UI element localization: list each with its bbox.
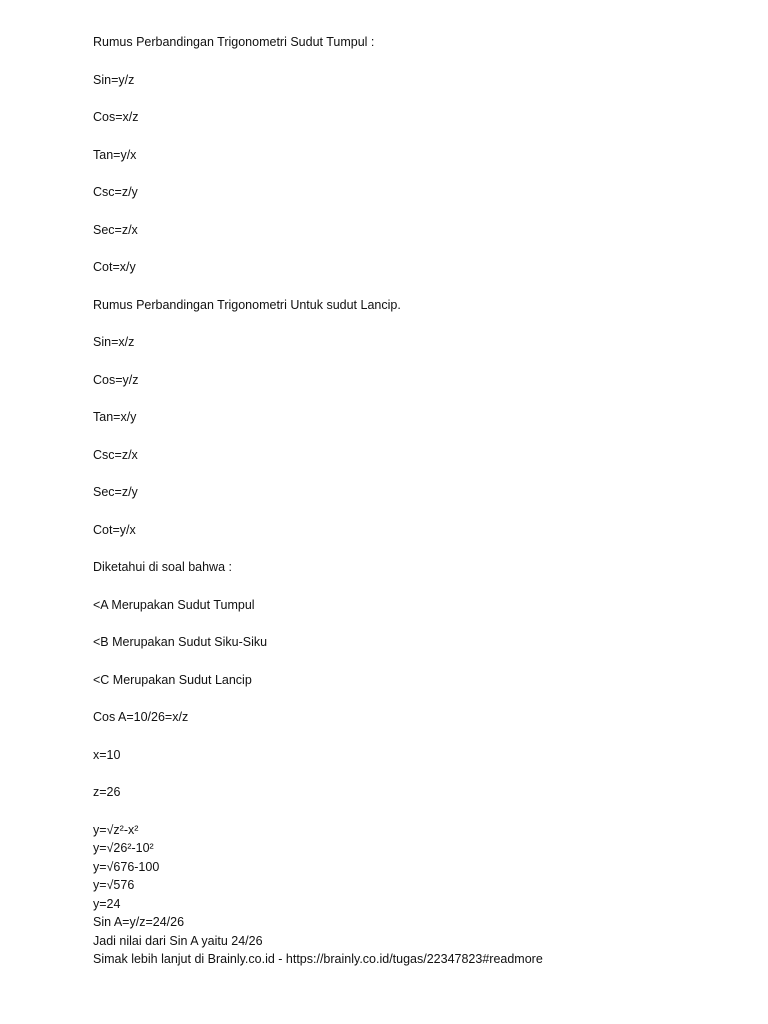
formula-line: Csc=z/y	[93, 185, 138, 199]
calculation-line: x=10	[93, 747, 121, 762]
formula-line: Cos=x/z	[93, 110, 139, 124]
given-line: <A Merupakan Sudut Tumpul	[93, 597, 255, 612]
formula-line: Sec=z/x	[93, 222, 138, 237]
formula-line: Cos=y/z	[93, 372, 139, 387]
document-body	[93, 33, 713, 969]
given-line: <B Merupakan Sudut Siku-Siku	[93, 635, 268, 649]
formula-line: Tan=y/x	[93, 147, 137, 162]
formula-line: Cot=x/y	[93, 260, 136, 274]
calculation-line: y=24	[93, 896, 121, 911]
calculation-line: y=√26²-10²	[93, 841, 154, 855]
heading-acute-angle-formulas: Rumus Perbandingan Trigonometri Untuk sudut Lancip.	[93, 297, 401, 312]
calculation-line: z=26	[93, 785, 121, 799]
formula-line: Cot=y/x	[93, 522, 136, 537]
calculation-line: y=√676-100	[93, 859, 160, 874]
calculation-line: Sin A=y/z=24/26	[93, 915, 185, 929]
formula-line: Csc=z/x	[93, 447, 138, 462]
calculation-line: y=√576	[93, 878, 135, 892]
calculation-line: Cos A=10/26=x/z	[93, 710, 189, 724]
formula-line: Tan=x/y	[93, 410, 137, 424]
source-footer: Simak lebih lanjut di Brainly.co.id - https://brainly.co.id/tugas/22347823#readmore	[93, 952, 543, 966]
conclusion-line: Jadi nilai dari Sin A yaitu 24/26	[93, 933, 263, 948]
given-line: <C Merupakan Sudut Lancip	[93, 672, 252, 687]
given-heading: Diketahui di soal bahwa :	[93, 560, 232, 574]
formula-line: Sin=x/z	[93, 335, 135, 349]
formula-line: Sin=y/z	[93, 72, 135, 87]
calculation-line: y=√z²-x²	[93, 822, 139, 837]
heading-obtuse-angle-formulas: Rumus Perbandingan Trigonometri Sudut Tumpul :	[93, 35, 375, 49]
formula-line: Sec=z/y	[93, 485, 138, 499]
